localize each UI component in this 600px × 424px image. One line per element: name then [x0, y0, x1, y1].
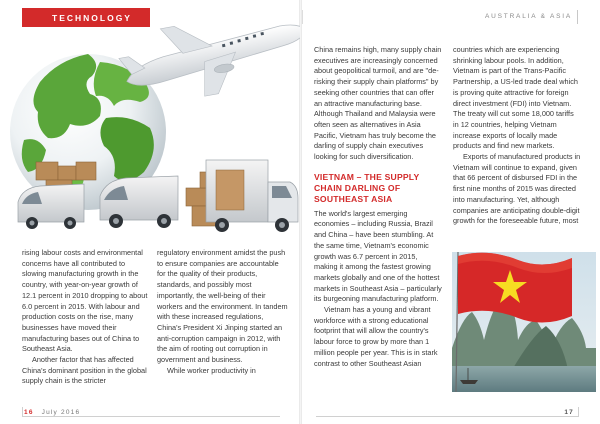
article-column-2	[157, 248, 289, 376]
vietnam-flag-halong-bay-icon	[452, 252, 596, 392]
section-label: TECHNOLOGY	[22, 8, 150, 27]
paragraph: rising labour costs and environmental concerns have all contributed to slowing manufacturing growth in the country, with year-on-year growth of 12.1 percent in 2010 dropping to about 6.0 percent in 2015. With labour and production costs on the rise, many businesses have moved their manufacturing bases out of China to Southeast Asia.	[22, 248, 148, 354]
hero-illustration	[0, 22, 300, 252]
paragraph: Another factor that has affected China's dominant position in the global supply chain is the stricter	[22, 355, 147, 386]
footer-left	[24, 409, 80, 416]
paragraph: While worker productivity in	[167, 365, 256, 375]
page-number: 16	[24, 409, 34, 416]
paragraph: The world's largest emerging economies – including Russia, Brazil and China – have been stumbling. At the same time, Vietnam's economic growth was 6.7 percent in 2015, making it among the fastest growing markets globally and one of the hottest markets in Southeast Asia – particularly its burgeoning manufacturing platform.	[314, 208, 442, 304]
footer-divider	[316, 416, 578, 417]
article-column-3	[314, 45, 442, 369]
paragraph: countries which are experiencing shrinking labour pools. In addition, Vietnam is part of the Trans-Pacific Partnership, a US-led trade deal which is proving quite attractive for foreign direct investment (FDI) into Vietnam. The treaty will cut some 18,000 tariffs in 12 countries, helping Vietnam increase exports of locally made products and find new markets.	[453, 45, 578, 151]
header-divider	[577, 10, 578, 24]
article-column-1	[22, 248, 148, 387]
article-column-4	[453, 45, 581, 227]
paragraph: Exports of manufactured products in Vietnam will continue to expand, given that 66 percent of disbursed FDI in the first nine months of 2015 was directed into manufacturing. Yet, although companies are anticipating double-digit growth for the foreseeable future, most	[453, 152, 581, 226]
issue-date: July 2016	[41, 409, 81, 416]
globe-airplane-delivery-trucks-icon	[0, 22, 300, 252]
paragraph: China remains high, many supply chain executives are increasingly concerned about geopolitical turmoil, and are "de-risking their supply chain platforms" by seeking other countries that can offer an attractive manufacturing base. Although Thailand and Malaysia were often seen as alternatives in Asia Pacific, Vietnam has truly become the darling of supply chain executives looking for such diversification.	[314, 45, 442, 162]
footer-divider	[22, 407, 23, 417]
page-number: 17	[564, 409, 574, 416]
footer-divider	[22, 416, 280, 417]
paragraph: regulatory environment amidst the push to ensure companies are accountable for the quality of their products, standards, and possibly most importantly, the well-being of their workers and the environment. In tandem with these increased regulations, China's President Xi Jinping started an anti-corruption campaign in 2012, with the aim of rooting out corruption in government and business.	[157, 248, 288, 365]
vietnam-flag-photo	[452, 252, 596, 392]
footer-divider	[578, 407, 579, 417]
paragraph: Vietnam has a young and vibrant workforce with a strong educational footprint that will allow the country's labour force to grow by more than 1 million people per year. This is in stark contrast to other Southeast Asian	[314, 305, 438, 368]
header-divider	[302, 10, 303, 24]
article-subheading: VIETNAM – THE SUPPLY CHAIN DARLING OF SOUTHEAST ASIA	[314, 171, 420, 204]
region-label: AUSTRALIA & ASIA	[485, 13, 572, 20]
